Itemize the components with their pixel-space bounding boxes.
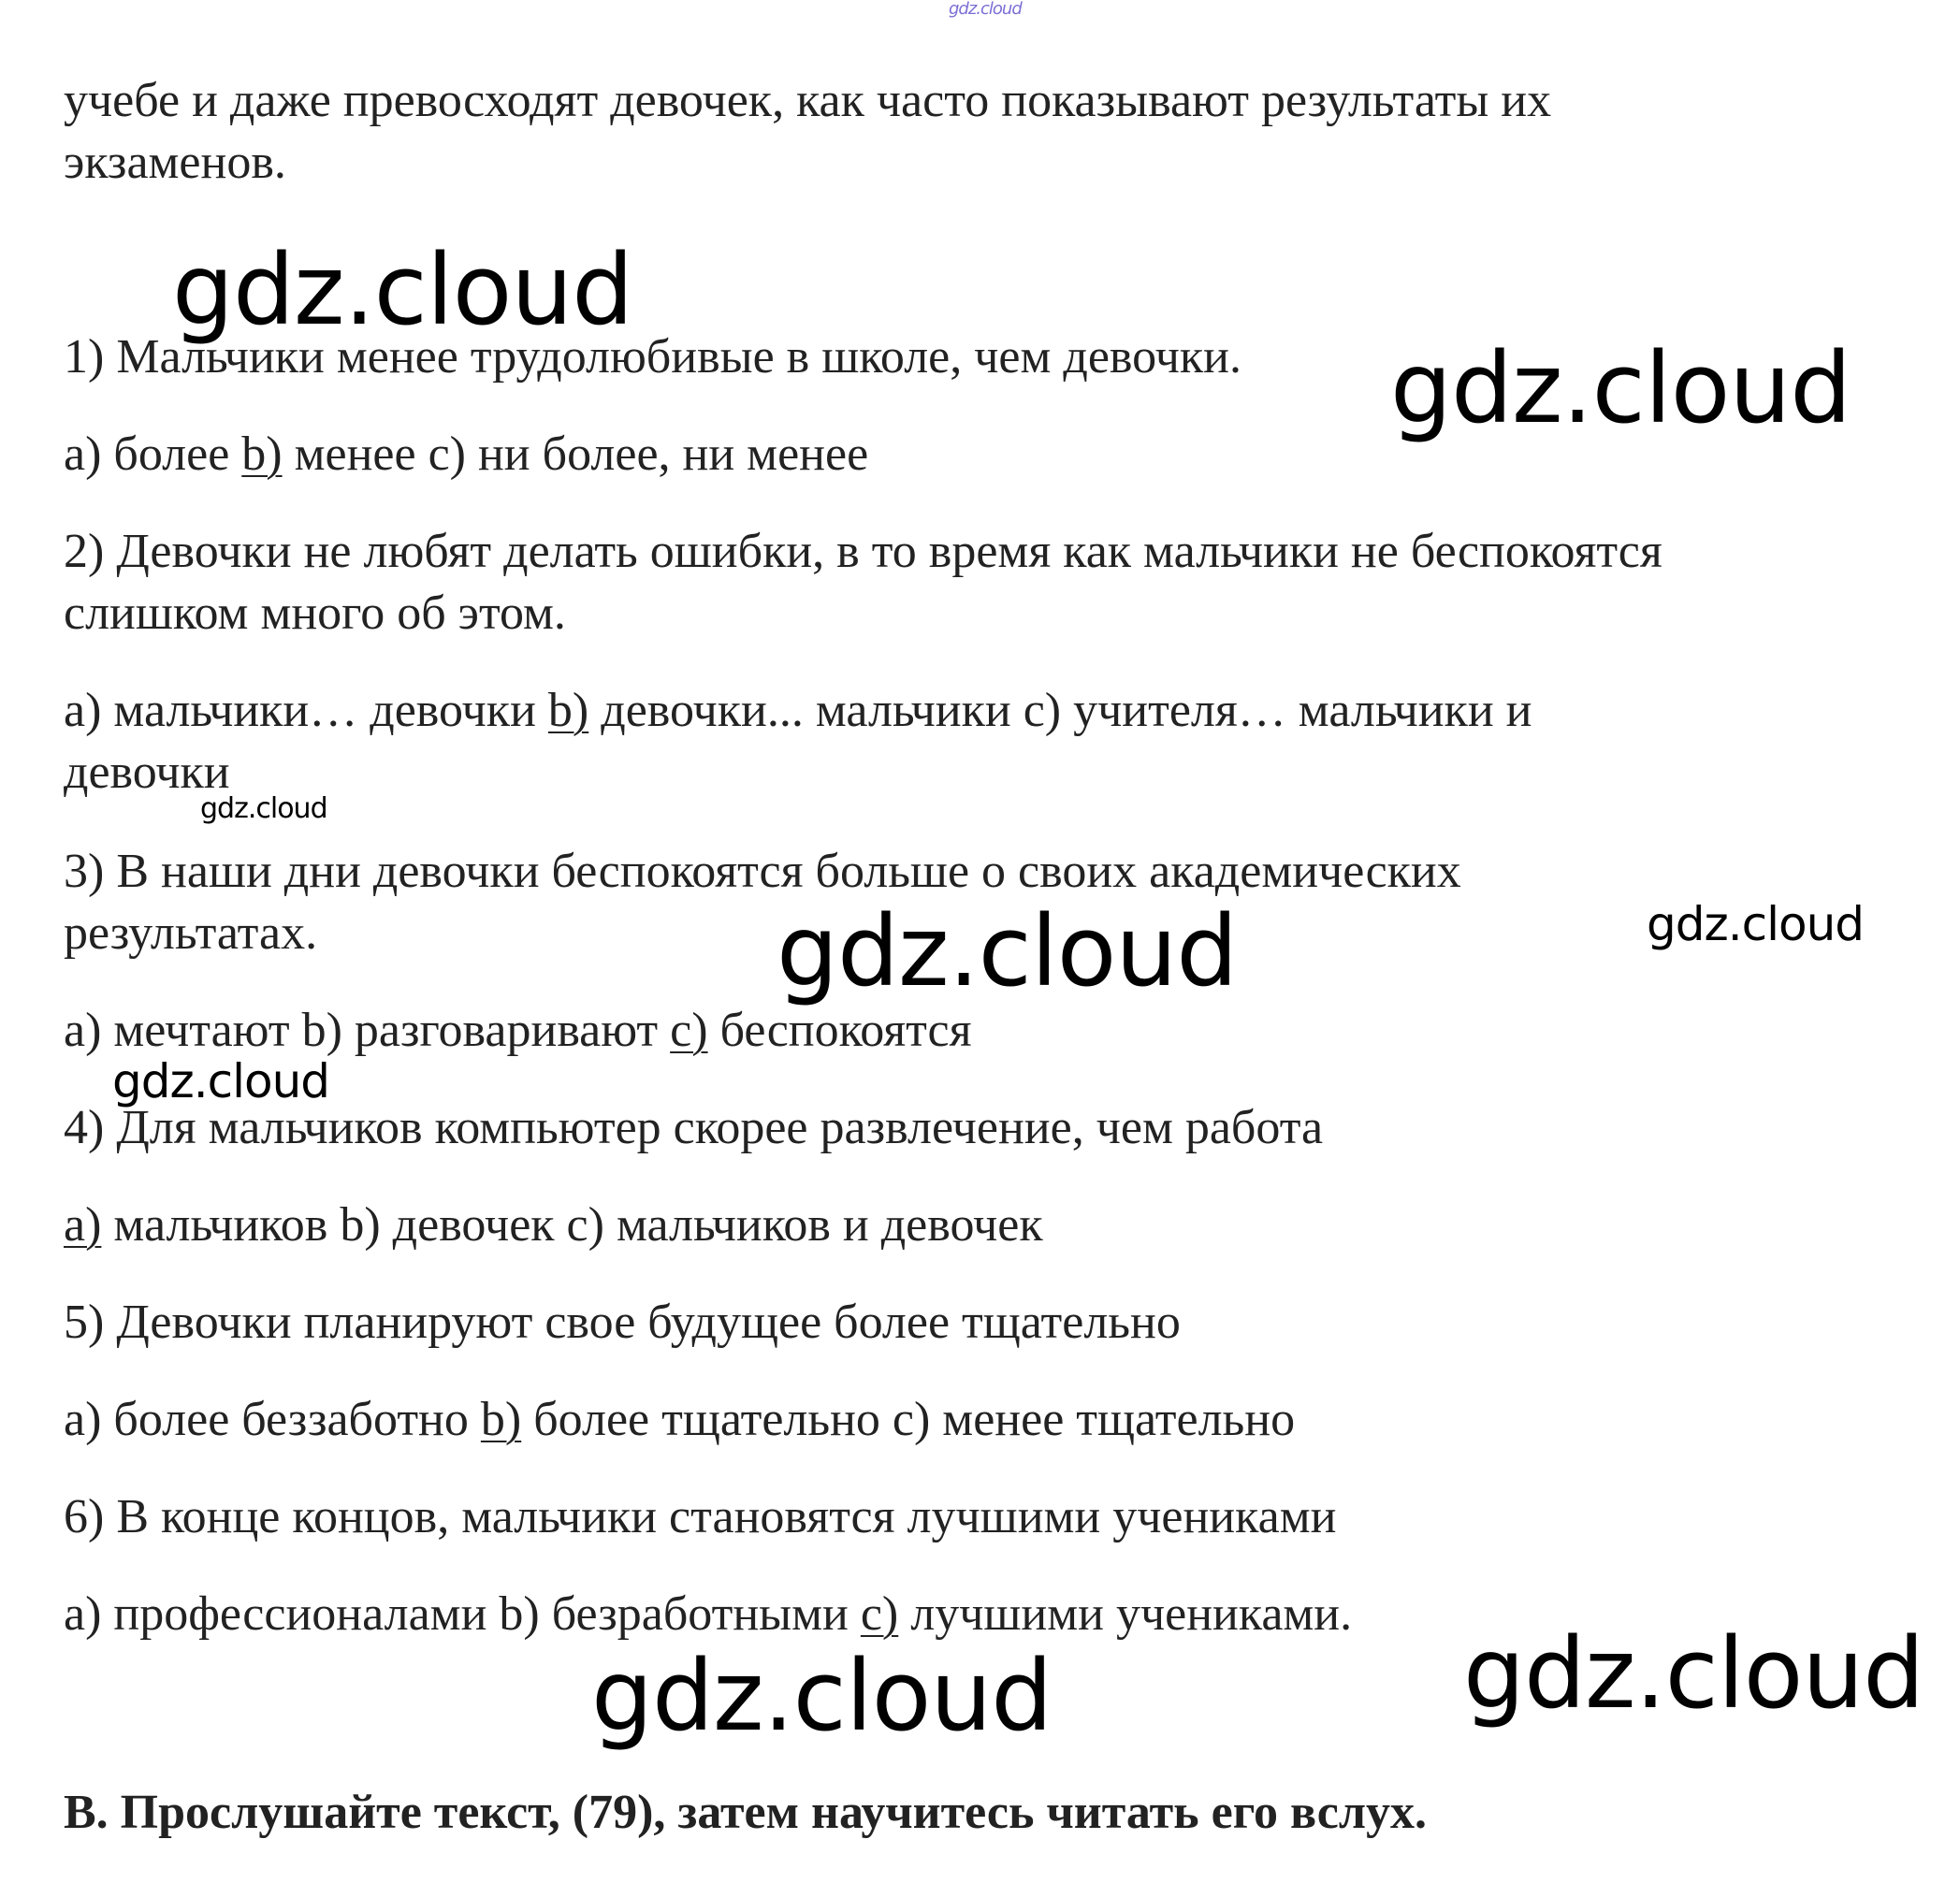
watermark: gdz.cloud xyxy=(591,1639,1053,1753)
correct-option-marker: b) xyxy=(241,427,283,481)
correct-option-marker: c) xyxy=(860,1587,899,1641)
question-1-sentence: 1) Мальчики менее трудолюбивые в школе, чем девочки. xyxy=(64,330,1241,384)
correct-option-marker: b) xyxy=(480,1393,522,1446)
header-watermark: gdz.cloud xyxy=(949,0,1022,19)
watermark: gdz.cloud xyxy=(1463,1616,1924,1731)
option-text: a) мальчики… девочки xyxy=(64,684,548,737)
intro-line-2: экзаменов. xyxy=(64,136,286,189)
question-3-sentence-line-2: результатах. xyxy=(64,906,318,960)
task-heading: B. Прослушайте текст, (79), затем научитесь читать его вслух. xyxy=(64,1786,1427,1839)
option-text: a) более xyxy=(64,427,242,481)
question-2-options-line-2: девочки xyxy=(64,746,230,799)
correct-option-marker: b) xyxy=(547,684,589,737)
option-text: менее с) ни более, ни менее xyxy=(282,427,869,481)
option-text: девочки... мальчики с) учителя… мальчики и xyxy=(588,684,1532,737)
watermark: gdz.cloud xyxy=(200,792,327,825)
question-5-options xyxy=(64,1388,1295,1452)
option-text: беспокоятся xyxy=(707,1004,972,1057)
question-2-sentence-line-2: слишком много об этом. xyxy=(64,587,566,640)
question-1-options xyxy=(64,423,868,486)
intro-line-1: учебе и даже превосходят девочек, как часто показывают результаты их xyxy=(64,74,1552,127)
question-6-sentence: 6) В конце концов, мальчики становятся лучшими учениками xyxy=(64,1490,1337,1543)
watermark: gdz.cloud xyxy=(777,894,1238,1008)
watermark: gdz.cloud xyxy=(1390,331,1851,445)
question-4-sentence: 4) Для мальчиков компьютер скорее развлечение, чем работа xyxy=(64,1101,1324,1154)
question-3-sentence-line-1: 3) В наши дни девочки беспокоятся больше о своих академических xyxy=(64,845,1461,898)
correct-option-marker: c) xyxy=(670,1004,708,1057)
question-2-sentence-line-1: 2) Девочки не любят делать ошибки, в то время как мальчики не беспокоятся xyxy=(64,525,1662,578)
option-text: a) мечтают b) разговаривают xyxy=(64,1004,671,1057)
option-text: более тщательно с) менее тщательно xyxy=(521,1393,1296,1446)
question-2-options xyxy=(64,679,1532,743)
question-3-options xyxy=(64,999,972,1063)
option-text: a) профессионалами b) безработными xyxy=(64,1587,861,1641)
watermark: gdz.cloud xyxy=(112,1054,330,1108)
question-5-sentence: 5) Девочки планируют свое будущее более тщательно xyxy=(64,1296,1181,1349)
question-4-options xyxy=(64,1194,1043,1257)
correct-option-marker: a) xyxy=(64,1198,102,1252)
watermark: gdz.cloud xyxy=(172,233,633,347)
option-text: лучшими учениками. xyxy=(898,1587,1353,1641)
option-text: мальчиков b) девочек с) мальчиков и девочек xyxy=(101,1198,1043,1252)
option-text: a) более беззаботно xyxy=(64,1393,481,1446)
watermark: gdz.cloud xyxy=(1647,897,1865,951)
question-6-options xyxy=(64,1583,1352,1646)
